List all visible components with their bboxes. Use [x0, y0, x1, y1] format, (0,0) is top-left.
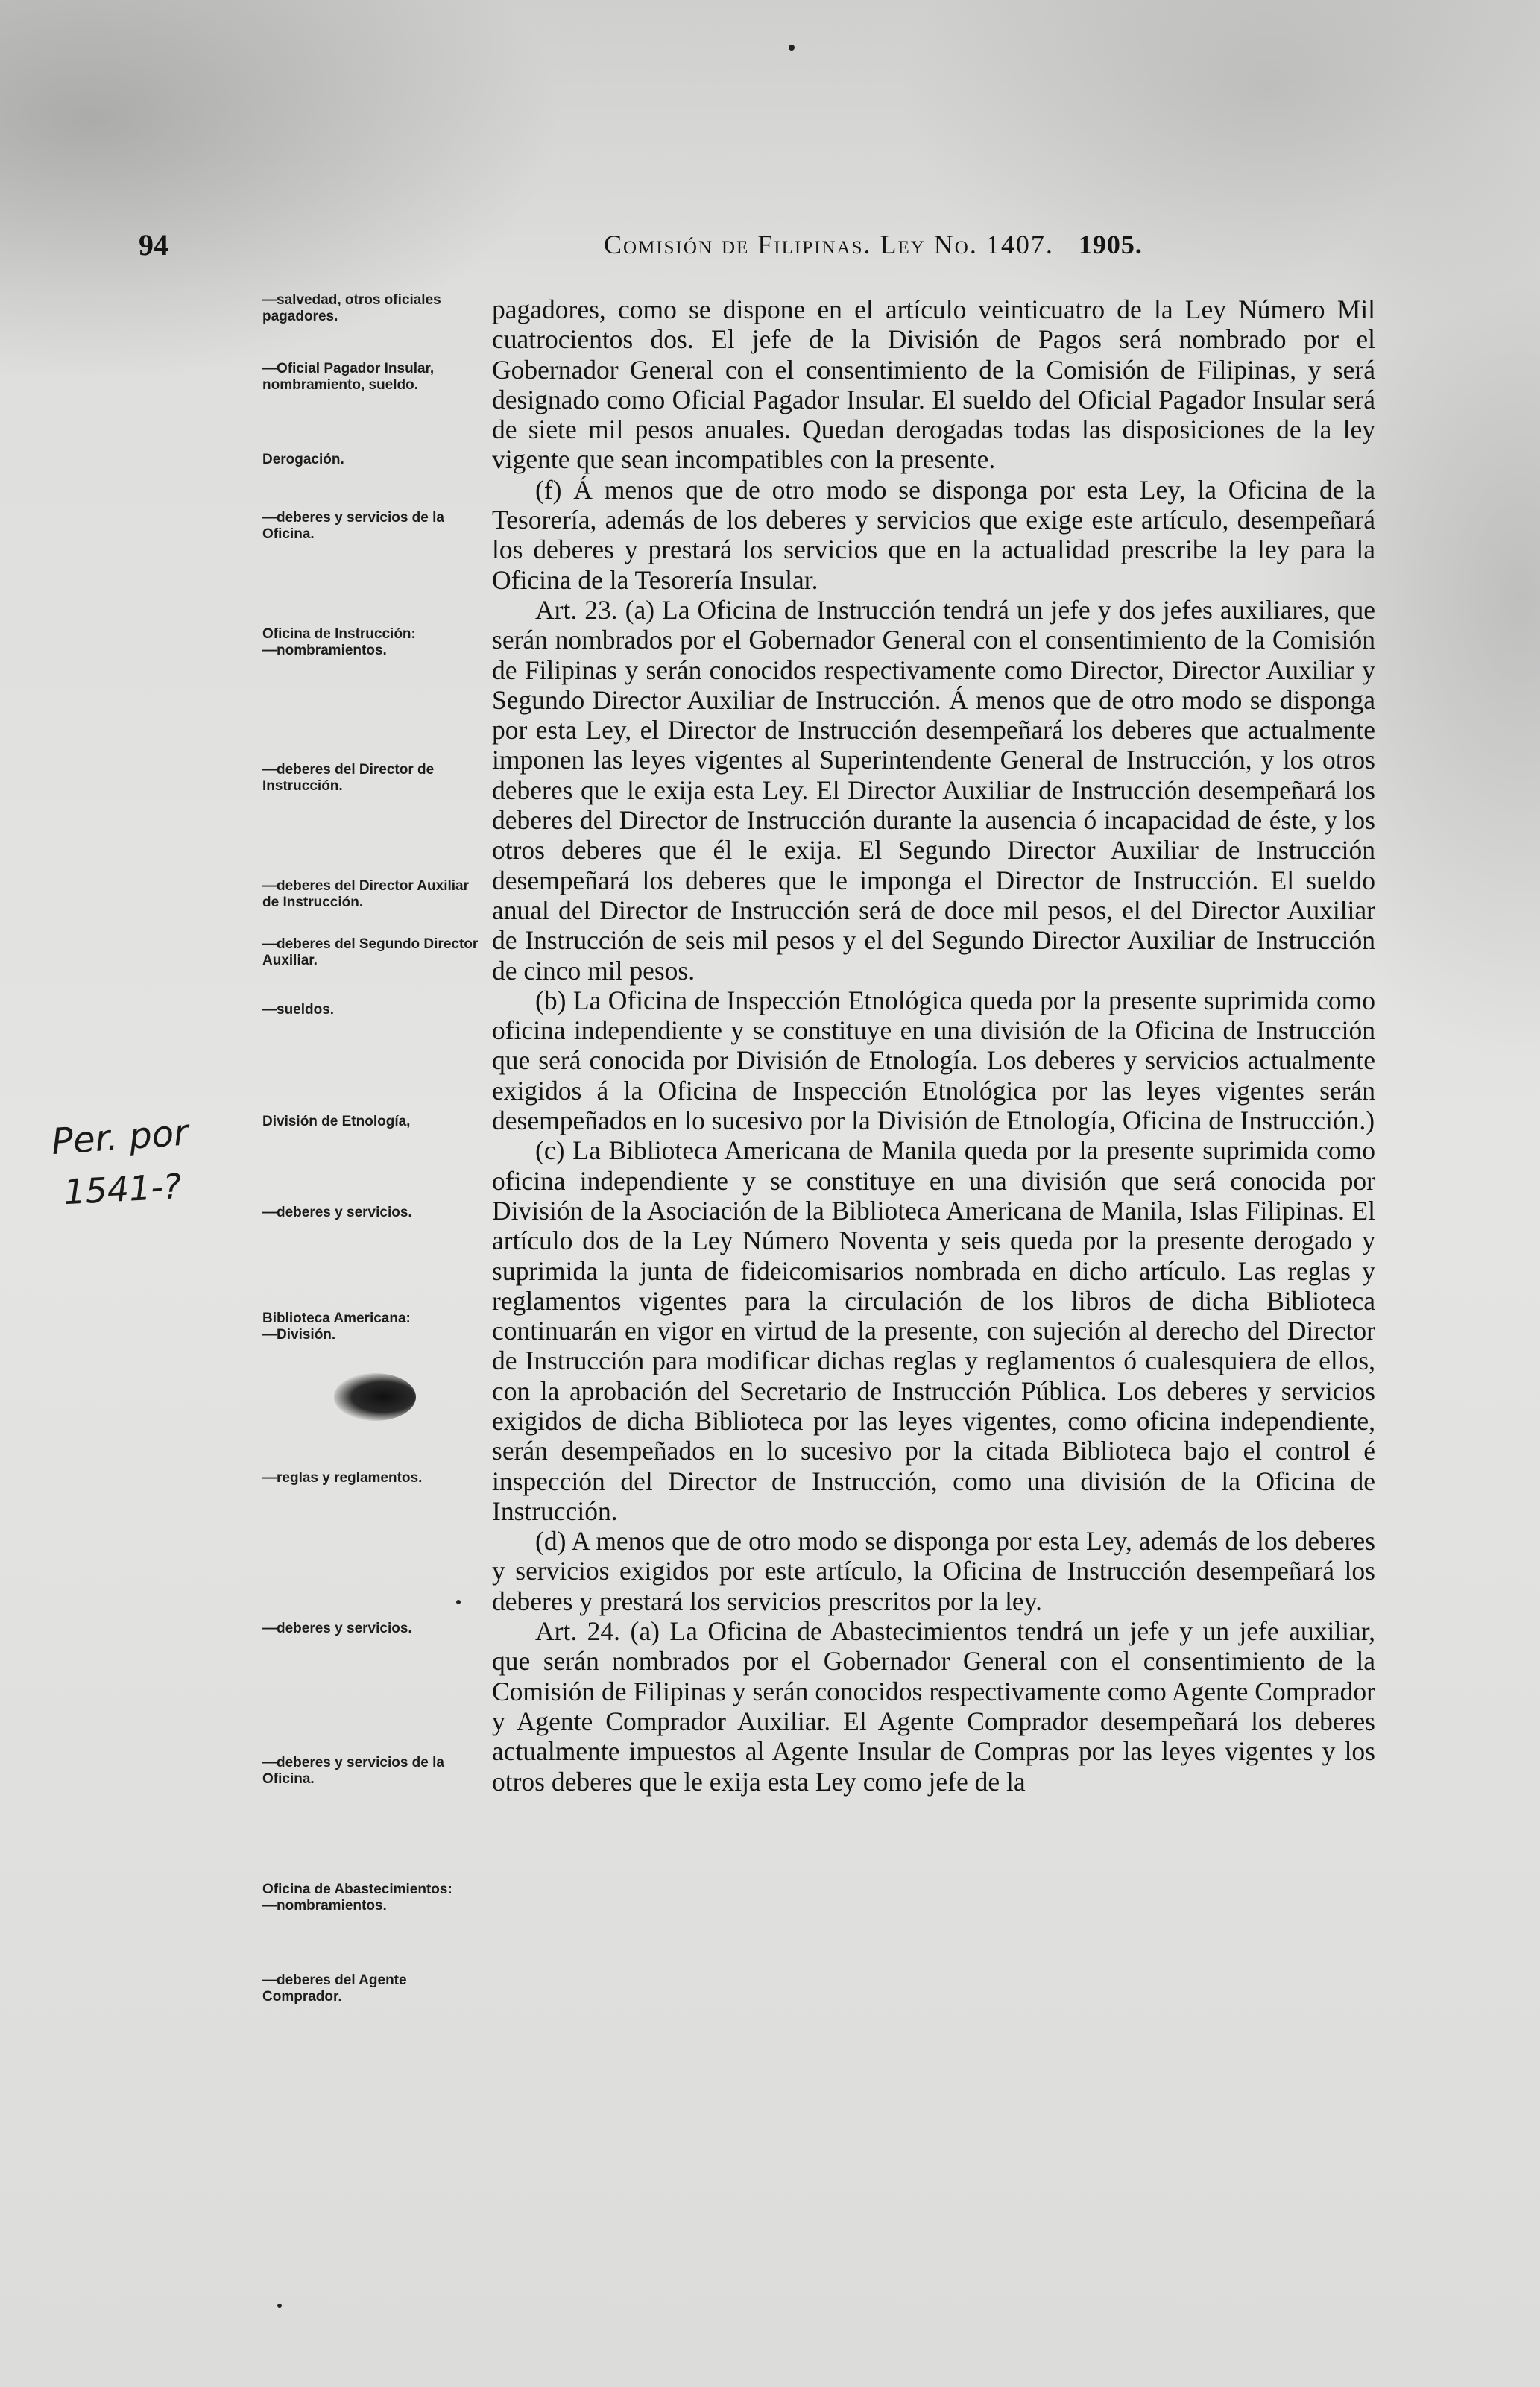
ink-smudge — [334, 1373, 416, 1421]
paragraph: (c) La Biblioteca Americana de Manila queda por la presente suprimida como oficina independiente y se constituye en una división que será conocida por División de la Asociación de la Biblioteca Americana de Manila, Islas Filipinas. El artículo dos de la Ley Número Noventa y seis queda por la presente derogado y suprimida la junta de fideicomisarios nombrada en dicho artículo. Las reglas y reglamentos vigentes para la circulación de los libros de dicha Biblioteca continuarán en vigor en virtud de la presente, con sujeción al derecho del Director de Instrucción para modificar dichas reglas y reglamentos ó cualesquiera de ellos, con la aprobación del Secretario de Instrucción Pública. Los deberes y servicios exigidos de dicha Biblioteca por las leyes vigentes, como oficina independiente, serán desempeñados en lo sucesivo por la citada Biblioteca bajo el control é inspección del Director de Instrucción, como una división de la Oficina de Instrucción. — [492, 1135, 1375, 1526]
margin-notes — [262, 292, 486, 2156]
paragraph: (d) A menos que de otro modo se disponga por esta Ley, además de los deberes y servicios exigidos por este artículo, la Oficina de Instrucción desempeñará los deberes y prestará los servicios prescritos por la ley. — [492, 1526, 1375, 1616]
page-number: 94 — [139, 228, 168, 262]
margin-note: Oficina de Abastecimientos: —nombramientos. — [262, 1882, 452, 1914]
margin-note: —deberes y servicios de la Oficina. — [262, 510, 444, 542]
speck — [789, 45, 795, 51]
margin-note: —salvedad, otros oficiales pagadores. — [262, 292, 441, 324]
handwriting-line-1: Per. por — [50, 1111, 190, 1164]
margin-note: División de Etnología, — [262, 1114, 411, 1129]
margin-note: —deberes del Segundo Director Auxiliar. — [262, 936, 479, 968]
margin-note: Oficina de Instrucción: —nombramientos. — [262, 626, 416, 658]
speck — [456, 1600, 461, 1604]
body-text — [492, 294, 1375, 1797]
margin-note: —deberes y servicios de la Oficina. — [262, 1755, 444, 1787]
margin-note: —deberes y servicios. — [262, 1621, 412, 1636]
paragraph: (f) Á menos que de otro modo se disponga por esta Ley, la Oficina de la Tesorería, además de los deberes y servicios que exige este artículo, desempeñará los deberes y prestará los servicios que en la actualidad prescribe la ley para la Oficina de la Tesorería Insular. — [492, 474, 1375, 595]
handwritten-annotation — [49, 1111, 243, 1223]
paragraph: pagadores, como se dispone en el artículo veinticuatro de la Ley Número Mil cuatrocientos dos. El jefe de la División de Pagos será nombrado por el Gobernador General con el consentimiento de la Comisión de Filipinas, y será designado como Oficial Pagador Insular. El sueldo del Oficial Pagador Insular será de siete mil pesos anuales. Quedan derogadas todas las disposiciones de la ley vigente que sean incompatibles con la presente. — [492, 294, 1375, 475]
paragraph: (b) La Oficina de Inspección Etnológica queda por la presente suprimida como oficina independiente y se constituye en una división de la Oficina de Instrucción que será conocida por División de Etnología. Los deberes y servicios actualmente exigidos á la Oficina de Inspección Etnológica por las leyes vigentes serán desempeñados en lo sucesivo por la División de Etnología, Oficina de Instrucción.) — [492, 985, 1375, 1136]
running-title — [604, 229, 1143, 260]
margin-note: —reglas y reglamentos. — [262, 1470, 423, 1486]
running-title-text: Comisión de Filipinas. Ley No. 1407. — [604, 230, 1054, 259]
year: 1905. — [1078, 230, 1143, 259]
paragraph: Art. 23. (a) La Oficina de Instrucción tendrá un jefe y dos jefes auxiliares, que serán nombrados por el Gobernador General con el consentimiento de la Comisión de Filipinas y serán conocidos respectivamente como Director, Director Auxiliar y Segundo Director Auxiliar de Instrucción. Á menos que de otro modo se disponga por esta Ley, el Director de Instrucción desempeñará los deberes que actualmente imponen las leyes vigentes al Superintendente General de Instrucción, y los otros deberes que le exija esta Ley. El Director Auxiliar de Instrucción desempeñará los deberes del Director de Instrucción durante la ausencia ó incapacidad de éste, y los otros deberes que él le exija. El Segundo Director Auxiliar de Instrucción desempeñará los deberes que le imponga el Director de Instrucción. El sueldo anual del Director de Instrucción será de doce mil pesos, el del Director Auxiliar de Instrucción de seis mil pesos y el del Segundo Director Auxiliar de Instrucción de cinco mil pesos. — [492, 594, 1375, 986]
margin-note: Biblioteca Americana: —División. — [262, 1311, 411, 1343]
margin-note: —deberes del Director Auxiliar de Instrucción. — [262, 878, 470, 910]
paragraph: Art. 24. (a) La Oficina de Abastecimientos tendrá un jefe y un jefe auxiliar, que serán nombrados por el Gobernador General con el consentimiento de la Comisión de Filipinas y serán conocidos respectivamente como Agente Comprador y Agente Comprador Auxiliar. El Agente Comprador desempeñará los deberes actualmente impuestos al Agente Insular de Compras por las leyes vigentes y los otros deberes que le exija esta Ley como jefe de la — [492, 1616, 1375, 1797]
margin-note: —Oficial Pagador Insular, nombramiento, sueldo. — [262, 361, 435, 393]
margin-note: —deberes y servicios. — [262, 1205, 412, 1220]
speck — [277, 2304, 282, 2308]
page-header — [0, 227, 1540, 272]
margin-note: —deberes del Agente Comprador. — [262, 1973, 407, 2005]
margin-note: —sueldos. — [262, 1002, 335, 1018]
margin-note: Derogación. — [262, 452, 344, 467]
handwriting-line-2: 1541-? — [62, 1166, 183, 1213]
margin-note: —deberes del Director de Instrucción. — [262, 762, 435, 794]
